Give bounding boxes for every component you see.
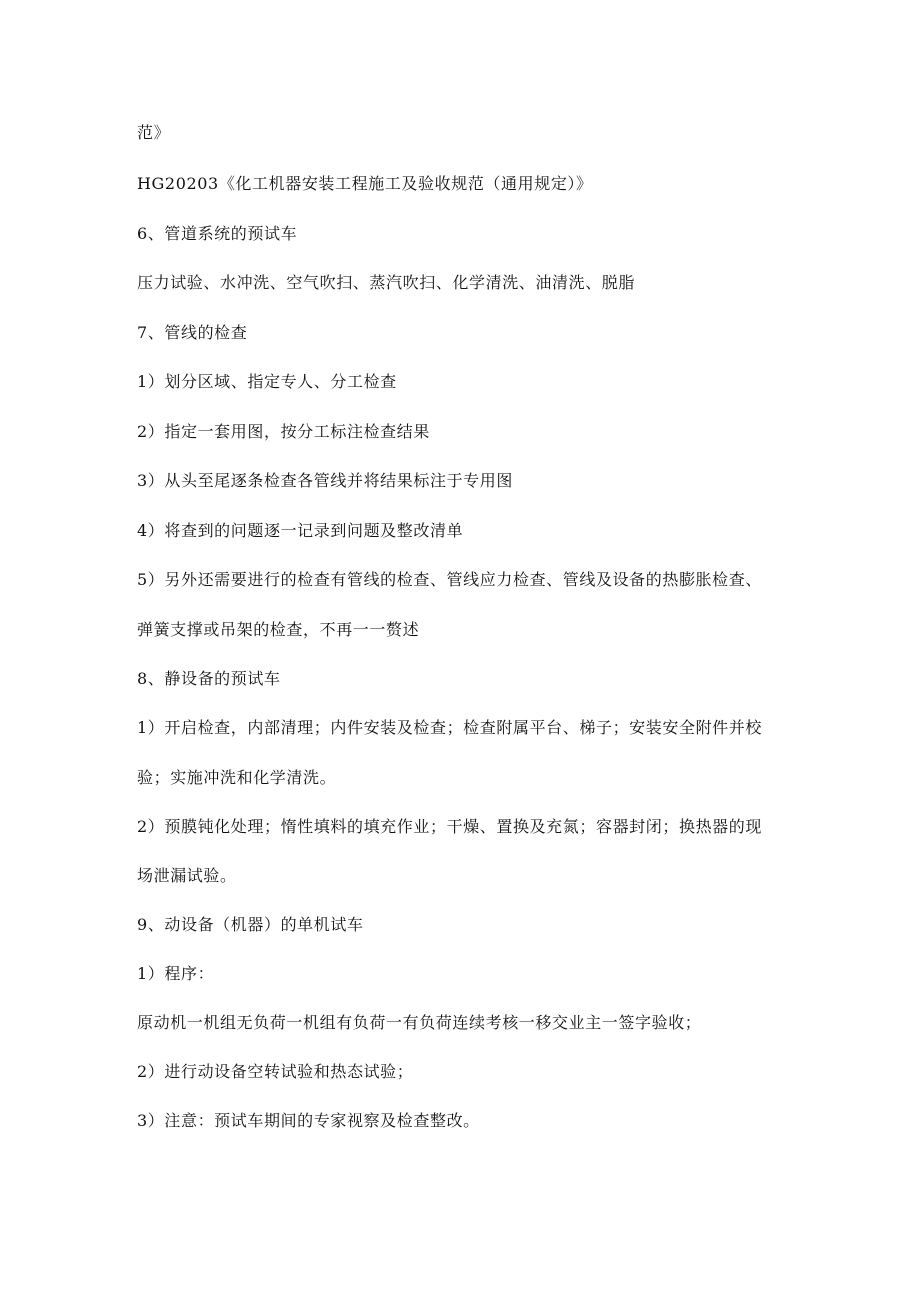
list-item-rotating-1: 1）程序： [137,964,215,983]
list-item-inspection-3: 3）从头至尾逐条检查各管线并将结果标注于专用图 [137,471,513,490]
list-item-inspection-4: 4）将查到的问题逐一记录到问题及整改清单 [137,521,464,540]
list-item-rotating-2: 2）进行动设备空转试验和热态试验； [137,1062,414,1081]
text-line-procedure: 原动机一机组无负荷一机组有负荷一有负荷连续考核一移交业主一签字验收； [137,1013,702,1032]
list-item-static-2: 2）预膜钝化处理；惰性填料的填充作业；干燥、置换及充氮；容器封闭；换热器的现 [137,817,762,836]
list-item-rotating-3: 3）注意：预试车期间的专家视察及检查整改。 [137,1111,480,1130]
heading-pipe-system-precommissioning: 6、管道系统的预试车 [137,224,298,243]
heading-pipeline-inspection: 7、管线的检查 [137,323,248,342]
text-line-pipe-tests: 压力试验、水冲洗、空气吹扫、蒸汽吹扫、化学清洗、油清洗、脱脂 [137,273,636,292]
list-item-inspection-2: 2）指定一套用图，按分工标注检查结果 [137,422,430,441]
list-item-static-2-cont: 场泄漏试验。 [137,866,237,885]
heading-rotating-equipment: 9、动设备（机器）的单机试车 [137,915,364,934]
heading-static-equipment: 8、静设备的预试车 [137,669,281,688]
list-item-inspection-1: 1）划分区域、指定专人、分工检查 [137,372,397,391]
list-item-static-1: 1）开启检查，内部清理；内件安装及检查；检查附属平台、梯子；安装安全附件并校 [137,718,762,737]
list-item-inspection-5: 5）另外还需要进行的检查有管线的检查、管线应力检查、管线及设备的热膨胀检查、 [137,570,762,589]
list-item-inspection-5-cont: 弹簧支撑或吊架的检查，不再一一赘述 [137,620,420,639]
text-line-standard-tail: 范》 [137,123,171,142]
list-item-static-1-cont: 验；实施冲洗和化学清洗。 [137,768,337,787]
text-line-standard-hg20203: HG20203《化工机器安装工程施工及验收规范（通用规定）》 [137,174,593,193]
